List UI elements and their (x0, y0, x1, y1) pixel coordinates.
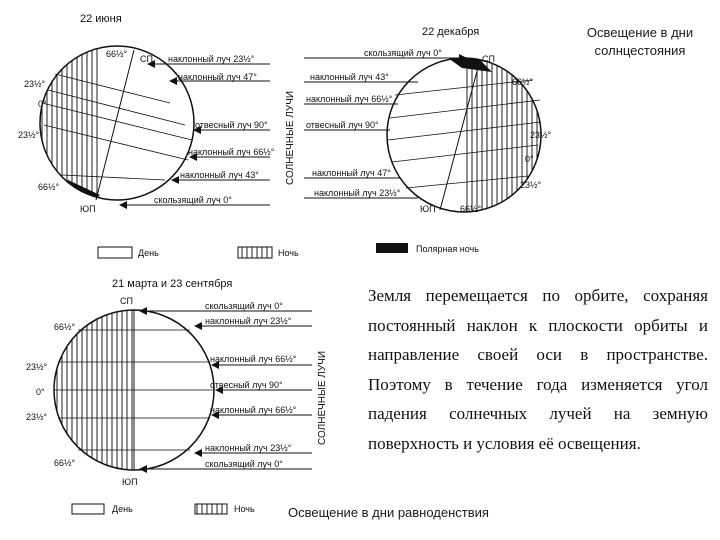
december-ray-2: наклонный луч 43° (310, 72, 389, 82)
legend-bottom-day-label: День (112, 504, 133, 514)
december-ray-5: наклонный луч 47° (312, 168, 391, 178)
legend-bottom-day-swatch (72, 504, 104, 514)
legend-bottom-night-label: Ночь (234, 504, 255, 514)
equinox-lat-3: 0° (36, 387, 45, 397)
december-lat-5: 66½° (460, 204, 482, 214)
equinox-lat-1: 66½° (54, 322, 76, 332)
equinox-ray-2: наклонный луч 23½° (205, 316, 292, 326)
june-ray-2: наклонный луч 47° (178, 72, 257, 82)
equinox-ray-1: скользящий луч 0° (205, 301, 283, 311)
june-ray-4: наклонный луч 66½° (188, 147, 275, 157)
legend-top (98, 243, 479, 258)
december-ray-1: скользящий луч 0° (364, 48, 442, 58)
equinox-lat-2: 23½° (26, 362, 48, 372)
june-lat-5: 66½° (38, 182, 60, 192)
diagram-equinox (26, 278, 312, 487)
december-lat-4: 23½° (520, 180, 542, 190)
december-lat-1: 66½° (512, 77, 534, 87)
december-lat-2: 23½° (530, 130, 552, 140)
june-ray-6: скользящий луч 0° (154, 195, 232, 205)
equinox-ray-6: наклонный луч 23½° (205, 443, 292, 453)
june-date: 22 июня (80, 13, 122, 25)
december-ray-4: отвесный луч 90° (306, 120, 379, 130)
december-pole-south: ЮП (420, 204, 436, 214)
june-ray-1: наклонный луч 23½° (168, 54, 255, 64)
june-lat-1: 66½° (106, 49, 128, 59)
june-ray-3: отвесный луч 90° (195, 120, 268, 130)
equinox-ray-5: наклонный луч 66½° (210, 405, 297, 415)
diagram-december (304, 26, 552, 216)
diagram-june (18, 13, 275, 214)
june-pole-north: СП (140, 54, 153, 64)
equinox-lat-4: 23½° (26, 412, 48, 422)
equinox-date: 21 марта и 23 сентября (112, 278, 233, 290)
legend-bottom (72, 504, 255, 514)
june-ray-5: наклонный луч 43° (180, 170, 259, 180)
june-lat-2: 23½° (24, 79, 46, 89)
legend-night-label: Ночь (278, 248, 299, 258)
explanation-paragraph: Земля перемещается по орбите, сохраняя постоянный наклон к плоскости орбиты и направление своей оси в пространстве. Поэтому в течение года изменяется угол падения солнечных лучей на земную поверхность и условия её освещения. (368, 286, 708, 453)
equinox-lat-5: 66½° (54, 458, 76, 468)
equinox-pole-south: ЮП (122, 477, 138, 487)
december-ray-6: наклонный луч 23½° (314, 188, 401, 198)
solar-rays-label-top: СОЛНЕЧНЫЕ ЛУЧИ (285, 90, 296, 185)
december-ray-3: наклонный луч 66½° (306, 94, 393, 104)
equinox-ray-3: наклонный луч 66½° (210, 354, 297, 364)
solar-rays-label-bottom: СОЛНЕЧНЫЕ ЛУЧИ (317, 350, 328, 445)
equinox-title: Освещение в дни равноденствия (288, 505, 489, 520)
legend-bottom-night-swatch (195, 504, 227, 514)
legend-day-swatch (98, 247, 132, 258)
legend-polar-night-swatch (376, 243, 408, 253)
legend-polar-night-label: Полярная ночь (416, 244, 479, 254)
legend-day-label: День (138, 248, 159, 258)
december-pole-north: СП (482, 54, 495, 64)
equinox-ray-4: отвесный луч 90° (210, 380, 283, 390)
legend-night-swatch (238, 247, 272, 258)
december-date: 22 декабря (422, 26, 480, 38)
june-lat-3: 0° (38, 99, 47, 109)
equinox-ray-7: скользящий луч 0° (205, 459, 283, 469)
equinox-pole-north: СП (120, 296, 133, 306)
solstice-title: Освещение в дни солнцестояния (586, 25, 694, 58)
june-pole-south: ЮП (80, 204, 96, 214)
december-lat-3: 0° (525, 154, 534, 164)
june-lat-4: 23½° (18, 130, 40, 140)
